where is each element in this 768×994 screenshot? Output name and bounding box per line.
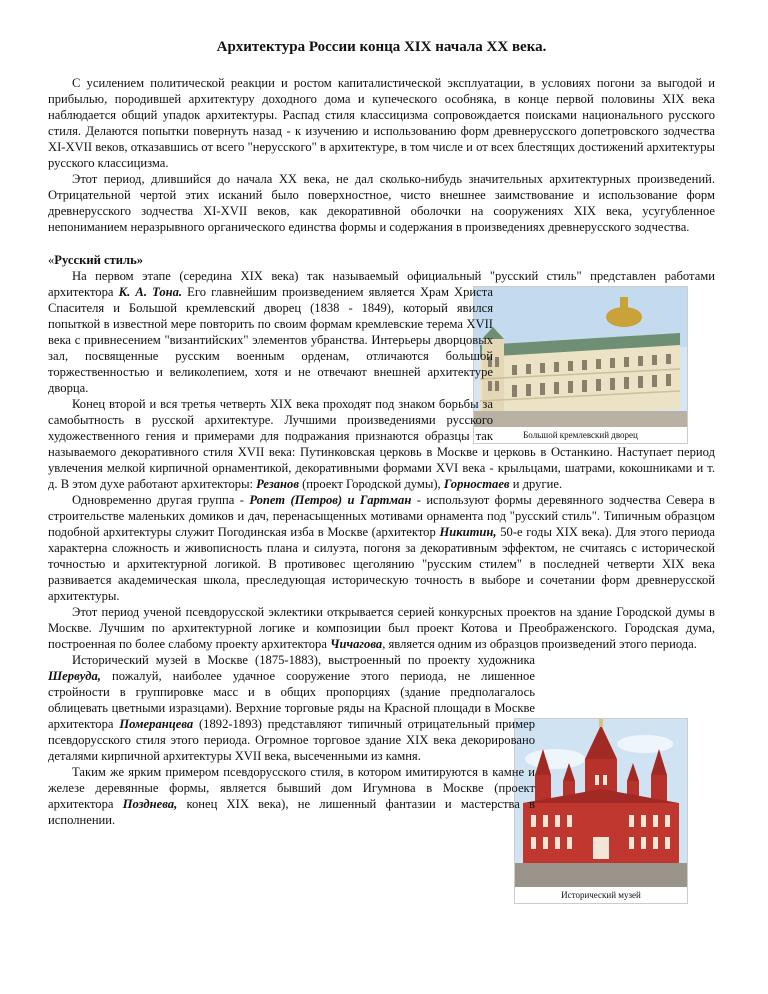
- section-paragraph-5: [48, 652, 715, 764]
- document-title: Архитектура России конца XIX начала XX века.: [216, 39, 547, 55]
- figure-spacer: [493, 286, 715, 436]
- p1-text-b: Его главнейшим произведением является Храм Христа Спасителя и Большой кремлевский дворец (1838 - 1849), который явился попыткой в известной мере повторить по своим формам кремлевские терема XVII века с привнесением "византийских" элементов убранства. Интерьеры дворцовых зал, посвященные русским военным орденам, отличаются большой торжественностью и великолепием, хотя и не отвечают внешней архитектуре дворца.: [48, 285, 493, 395]
- intro-paragraph-2: Этот период, длившийся до начала XX века, не дал сколько-нибудь значительных архитектурных произведений. Отрицательной чертой этих исканий было поверхностное, чисто внешнее заимствование и использование форм древнерусского зодчества XI-XVII веков, как декоративной оболочки на сооружениях XIX века, усугубленное непониманием неразрывного органического единства формы и содержания в произведениях древнерусского зодчества.: [48, 172, 715, 234]
- p4-text-a: Этот период ученой псевдорусской эклектики открывается серией конкурсных проектов на здание Городской думы в Москве. Лучшим по архитектурной логике и композиции был проект Котова и Преображенского. Городская дума, построенная по более слабому проекту архитектора: [48, 605, 715, 651]
- section-heading-text: Русский стиль»: [54, 253, 144, 267]
- section-heading-quote: «: [48, 253, 55, 267]
- p1-text-a: На первом этапе (середина XIX века) так называемый официальный "русский стиль" представлен работами архитектора: [48, 269, 715, 299]
- p2-text-b: (проект Городской думы),: [298, 477, 444, 491]
- p3-text-b: - используют формы деревянного зодчества Севера в строительстве маленьких домиков и дач, перенасыщенных мотивами орнамента под "русский стиль". Типичным образцом подобной архитектуры служит Погодинская изба в Москве (архитектор: [48, 493, 716, 539]
- architects-ropet-gartman: Ропет (Петров) и Гартман: [249, 493, 412, 507]
- p2-text-c: и другие.: [509, 477, 563, 491]
- architect-ton: К. А. Тона.: [118, 285, 183, 299]
- p3-text-c: 50-е годы XIX века). Для этого периода характерна сложность и живописность плана и силуэта, погоня за декоративным эффектом, не считаясь с исторической точностью и архитектурной логикой. В противовес щеголянию "русским стилем" в последней четверти XIX века развивается академическая школа, преследующая историческую точность в выборе и сочетании форм древнерусской архитектуры.: [48, 525, 715, 603]
- architect-pozdnev: Позднева,: [122, 797, 178, 811]
- intro-paragraph-1: С усилением политической реакции и ростом капиталистической эксплуатации, в условиях погони за выгодой и прибылью, породившей архитектуру доходного дома и купеческого особняка, в конце первой половины XIX века наблюдается общий упадок архитектуры. Распад стиля классицизма сопровождается поисками национального русского стиля. Делаются попытки повернуть назад - к изучению и использованию форм древнерусского допетровского зодчества XI-XVII веков, отказавшись от всего "нерусского" в архитектуре, в том числе и от всех блестящих достижений архитектуры русского классицизма.: [48, 76, 715, 170]
- architect-nikitin: Никитин,: [439, 525, 497, 539]
- p4-text-b: , является одним из образцов произведений этого периода.: [382, 637, 697, 651]
- p5-text-b: пожалуй, наиболее удачное сооружение этого периода, не лишенное стройности в группировке масс и в общих пропорциях (здание предполагалось облицевать цветными изразцами). Верхние торговые ряды на Красной площади в Москве архитектора: [48, 669, 535, 731]
- p6-text-b: конец XIX века), не лишенный фантазии и мастерства в исполнении.: [48, 797, 536, 827]
- architect-sherwood: Шервуда,: [48, 669, 101, 683]
- architect-gornostaev: Горностаев: [443, 477, 510, 491]
- section-paragraph-3: [48, 492, 715, 604]
- figure-spacer: [535, 652, 715, 820]
- p5-text-c: (1892-1893) представляют типичный отрицательный пример псевдорусского стиля этого периода. Огромное торговое здание XIX века декорировано деталями кирпичной архитектуры XVII века, высеченными из камня.: [48, 717, 536, 763]
- section-paragraph-4: [48, 604, 715, 652]
- section-paragraph-1: [48, 268, 715, 396]
- p2-text-a: Конец второй и вся третья четверть XIX века проходят под знаком борьбы за самобытность в русской архитектуре. Лучшими произведениями русского художественного гения и примерами для подражания признаются образцы так называемого декоративного стиля XVII века: Путинковская церковь в Москве и церковь в Останкино. Наступает период увлечения мелкой кирпичной орнаментикой, декоративными формами XVI века - крыльцами, шатрами, кокошниками и т. д. В этом духе работают архитекторы:: [48, 397, 715, 491]
- historical-museum-caption: Исторический музей: [561, 890, 641, 900]
- section-heading: [48, 252, 715, 268]
- document-page: [48, 30, 715, 828]
- p3-text-a: Одновременно другая группа -: [72, 493, 250, 507]
- p5-text-a: Исторический музей в Москве (1875-1883), выстроенный по проекту художника: [72, 653, 535, 667]
- architect-rezanov: Резанов: [256, 477, 299, 491]
- architect-chichagov: Чичагова: [330, 637, 383, 651]
- p6-text-a: Таким же ярким примером псевдорусского стиля, в котором имитируются в камне и железе деревянные формы, является бывший дом Игумнова в Москве (проект архитектора: [48, 765, 535, 811]
- kremlin-palace-caption: Большой кремлевский дворец: [523, 430, 638, 440]
- architect-pomerantsev: Померанцева: [119, 717, 194, 731]
